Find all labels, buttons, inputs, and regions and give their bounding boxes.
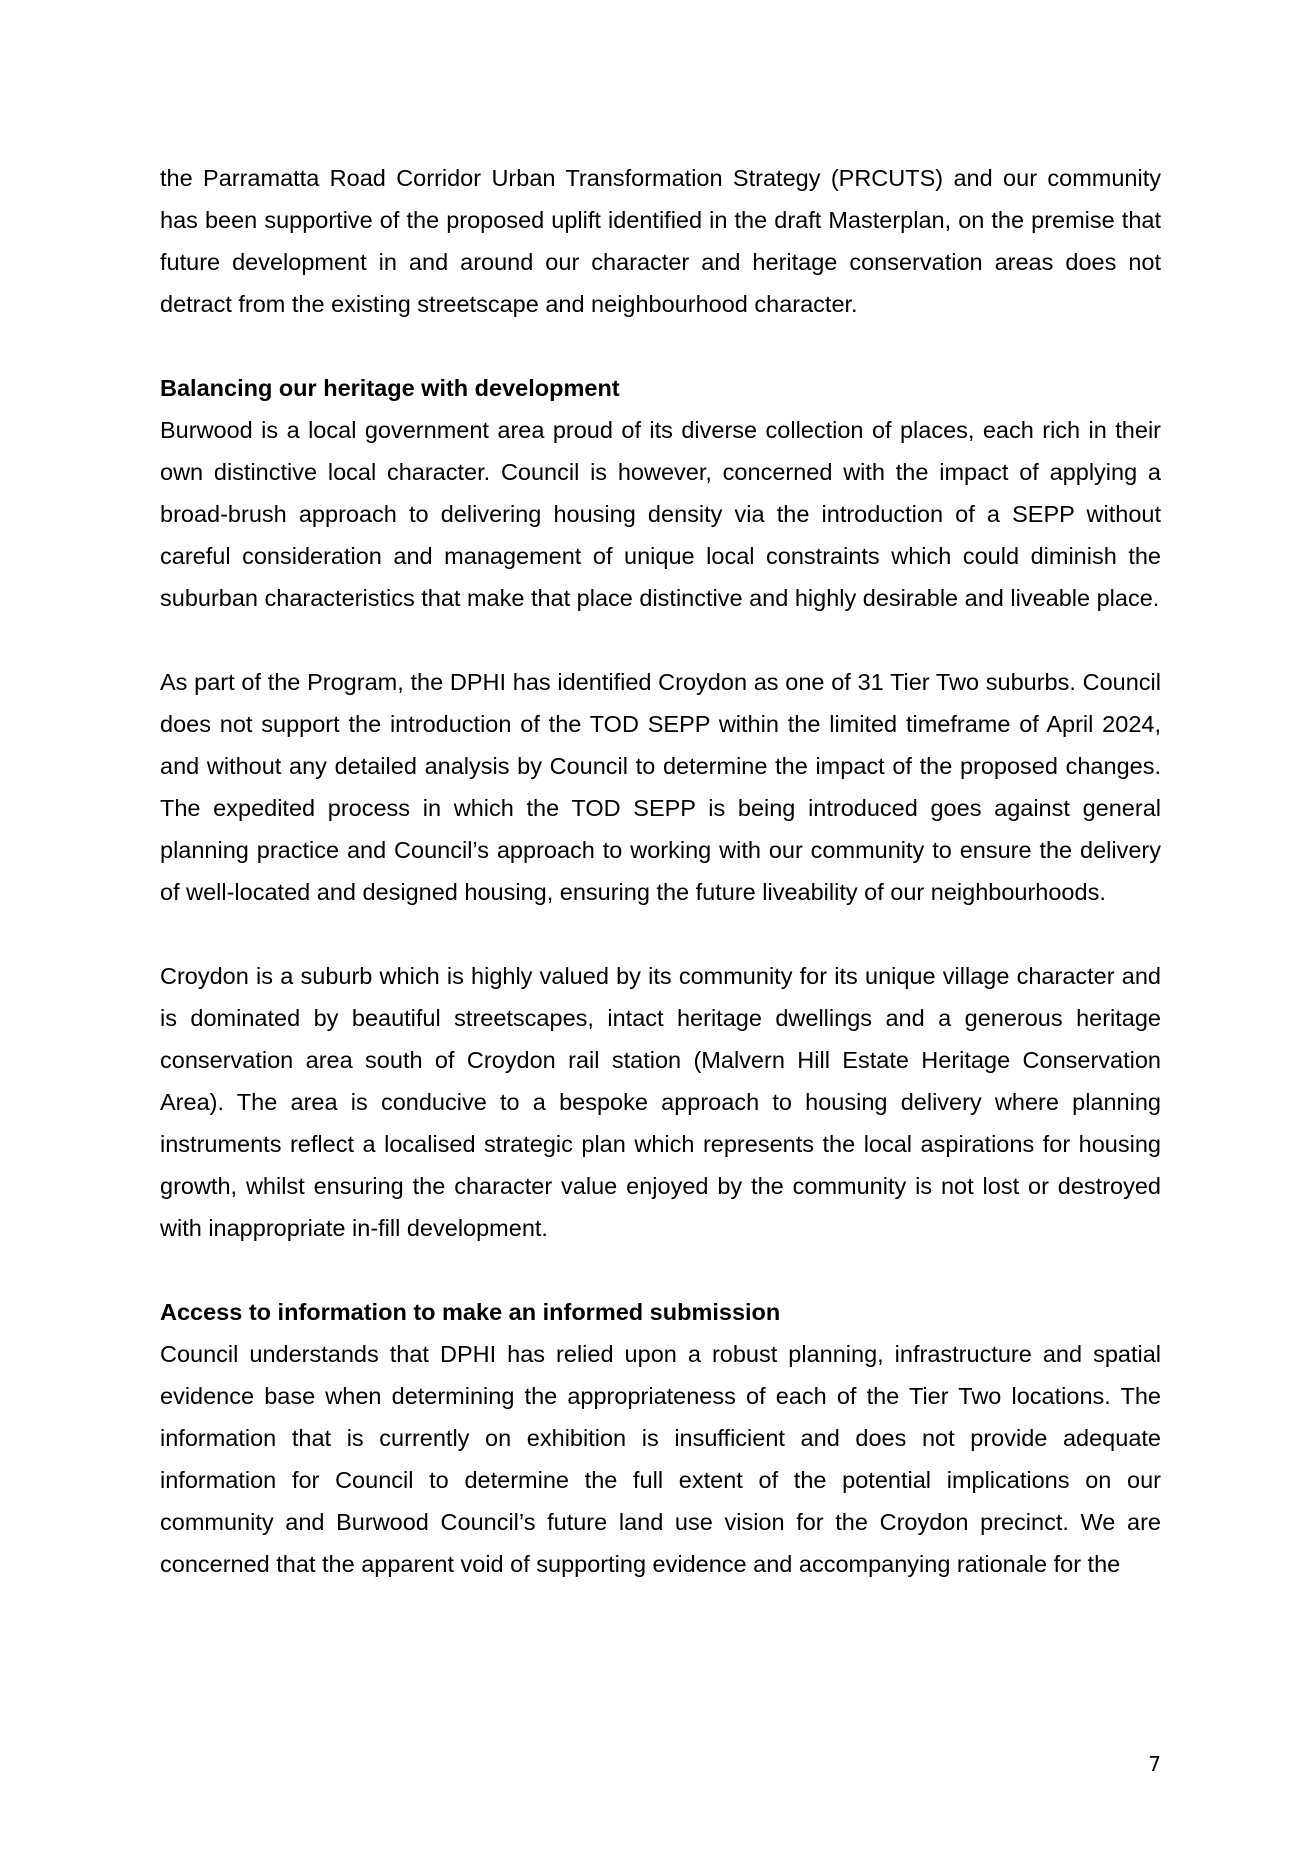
section-heading-information: Access to information to make an informed submission	[160, 1299, 781, 1325]
croydon-character-paragraph: Croydon is a suburb which is highly valued by its community for its unique village character and is dominated by beautiful streetscapes, intact heritage dwellings and a generous heritage conservation area south of Croydon rail station (Malvern Hill Estate Heritage Conservation Area). The area is conducive to a bespoke approach to housing delivery where planning instruments reflect a localised strategic plan which represents the local aspirations for housing growth, whilst ensuring the character value enjoyed by the community is not lost or destroyed with inappropriate in-fill development.	[160, 963, 1161, 1241]
heritage-paragraph: Burwood is a local government area proud of its diverse collection of places, each rich in their own distinctive local character. Council is however, concerned with the impact of applying a broad-brush approach to delivering housing density via the introduction of a SEPP without careful consideration and management of unique local constraints which could diminish the suburban characteristics that make that place distinctive and highly desirable and liveable place.	[160, 417, 1161, 611]
page-body	[160, 157, 1161, 1585]
croydon-program-paragraph: As part of the Program, the DPHI has identified Croydon as one of 31 Tier Two suburbs. Council does not support the introduction of the TOD SEPP within the limited timeframe of April 2024, and without any detailed analysis by Council to determine the impact of the proposed changes. The expedited process in which the TOD SEPP is being introduced goes against general planning practice and Council’s approach to working with our community to ensure the delivery of well-located and designed housing, ensuring the future liveability of our neighbourhoods.	[160, 669, 1161, 905]
page-number: 7	[1148, 1752, 1161, 1776]
information-paragraph: Council understands that DPHI has relied upon a robust planning, infrastructure and spatial evidence base when determining the appropriateness of each of the Tier Two locations. The information that is currently on exhibition is insufficient and does not provide adequate information for Council to determine the full extent of the potential implications on our community and Burwood Council’s future land use vision for the Croydon precinct. We are concerned that the apparent void of supporting evidence and accompanying rationale for the	[160, 1341, 1161, 1577]
section-heading-heritage: Balancing our heritage with development	[160, 375, 620, 401]
intro-paragraph: the Parramatta Road Corridor Urban Transformation Strategy (PRCUTS) and our community has been supportive of the proposed uplift identified in the draft Masterplan, on the premise that future development in and around our character and heritage conservation areas does not detract from the existing streetscape and neighbourhood character.	[160, 165, 1161, 317]
